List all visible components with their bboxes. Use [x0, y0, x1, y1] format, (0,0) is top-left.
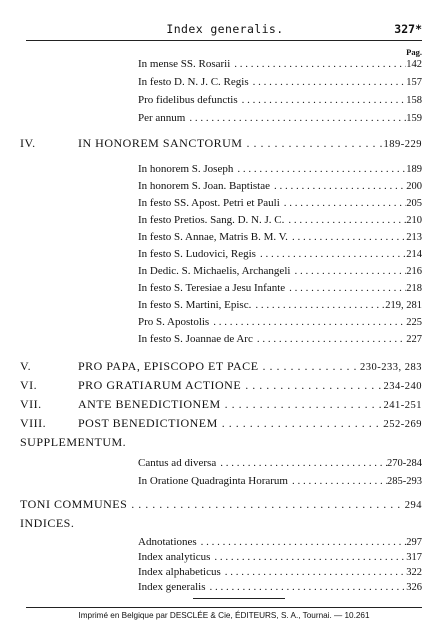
section-heading: [20, 136, 422, 152]
entry-page: 218: [406, 283, 422, 294]
entry-label: In festo S. Joannae de Arc: [138, 333, 253, 345]
entry-label: Pro S. Apostolis: [138, 316, 210, 328]
index-entry: [138, 298, 422, 313]
entry-label: In festo S. Annae, Matris B. M. V.: [138, 231, 288, 243]
leader-dots: [233, 162, 406, 176]
entry-page: 285-293: [387, 476, 422, 487]
entry-page: 227: [406, 334, 422, 345]
footer-rule: [26, 607, 422, 608]
entry-page: 205: [406, 198, 422, 209]
section-numeral: IV.: [20, 136, 36, 150]
index-entry: [138, 315, 422, 330]
entry-page: 326: [406, 582, 422, 593]
entry-label: In festo D. N. J. C. Regis: [138, 76, 249, 88]
supplementum-title: SUPPLEMENTUM.: [20, 435, 127, 449]
leader-dots: [221, 397, 384, 411]
pag-label: Pag.: [406, 47, 422, 57]
index-entry: [138, 247, 422, 262]
entry-page: 219, 281: [385, 300, 422, 311]
leader-dots: [210, 550, 406, 564]
entry-page: 157: [406, 77, 422, 88]
entry-label: Adnotationes: [138, 536, 197, 548]
entry-page: 216: [406, 266, 422, 277]
entry-label: Index generalis: [138, 581, 206, 593]
entry-page: 189: [406, 164, 422, 175]
index-entry: [138, 281, 422, 296]
leader-dots: [241, 378, 383, 392]
index-entry: [138, 332, 422, 347]
header-page-number: 327*: [394, 22, 422, 36]
entry-label: Index alphabeticus: [138, 566, 221, 578]
entry-page: 158: [406, 95, 422, 106]
index-entry: [138, 565, 422, 580]
index-entry: [138, 196, 422, 211]
entry-label: In Dedic. S. Michaelis, Archangeli: [138, 265, 291, 277]
section-heading: [20, 378, 422, 394]
section-pages: 252-269: [383, 419, 422, 430]
index-entry: [138, 550, 422, 565]
header-title: Index generalis.: [166, 22, 284, 36]
entry-page: 317: [406, 552, 422, 563]
indices-heading: [20, 516, 422, 530]
section-pages: 230-233, 283: [360, 362, 422, 373]
leader-dots: [284, 213, 406, 227]
entry-label: In festo S. Martini, Episc.: [138, 299, 252, 311]
entry-page: 270-284: [387, 458, 422, 469]
leader-dots: [288, 474, 387, 488]
section-pages: 241-251: [383, 400, 422, 411]
entry-label: In honorem S. Joseph: [138, 163, 234, 175]
index-entry: [138, 230, 422, 245]
leader-dots: [242, 136, 383, 150]
leader-dots: [206, 580, 407, 594]
entry-page: 210: [406, 215, 422, 226]
entry-label: In festo S. Ludovici, Regis: [138, 248, 256, 260]
index-entry: [138, 535, 422, 550]
index-entry: [138, 75, 422, 90]
index-entry: [138, 93, 422, 108]
entry-page: 213: [406, 232, 422, 243]
leader-dots: [238, 93, 407, 107]
section-numeral: V.: [20, 359, 32, 373]
entry-page: 225: [406, 317, 422, 328]
section-title: PRO PAPA, EPISCOPO ET PACE: [78, 359, 259, 373]
entry-label: Pro fidelibus defunctis: [138, 94, 238, 106]
leader-dots: [185, 111, 406, 125]
index-entry: [138, 111, 422, 126]
entry-label: Index analyticus: [138, 551, 211, 563]
printer-footer: Imprimé en Belgique par DESCLÉE & Cie, ÉDITEURS, S. A., Tournai. — 10.261: [78, 611, 370, 620]
header-rule: [26, 40, 422, 41]
entry-label: Per annum: [138, 112, 186, 124]
index-entry: [138, 580, 422, 595]
toni-communes-entry: [20, 497, 422, 513]
end-rule: [193, 598, 285, 599]
leader-dots: [288, 230, 406, 244]
section-pages: 234-240: [383, 381, 422, 392]
section-heading: [20, 416, 422, 432]
leader-dots: [285, 281, 406, 295]
leader-dots: [280, 196, 406, 210]
section-numeral: VII.: [20, 397, 42, 411]
leader-dots: [253, 332, 406, 346]
indices-title: INDICES.: [20, 516, 75, 530]
section-title: POST BENEDICTIONEM: [78, 416, 218, 430]
leader-dots: [270, 179, 406, 193]
section-numeral: VI.: [20, 378, 38, 392]
section-title: PRO GRATIARUM ACTIONE: [78, 378, 242, 392]
section-heading: [20, 397, 422, 413]
leader-dots: [256, 247, 406, 261]
leader-dots: [209, 315, 406, 329]
entry-label: In festo SS. Apost. Petri et Pauli: [138, 197, 280, 209]
section-numeral: VIII.: [20, 416, 47, 430]
section-heading: [20, 359, 422, 375]
leader-dots: [216, 456, 387, 470]
entry-page: 214: [406, 249, 422, 260]
section-pages: 189-229: [383, 139, 422, 150]
index-entry: [138, 162, 422, 177]
index-entry: [138, 456, 422, 471]
leader-dots: [290, 264, 406, 278]
index-entry: [138, 213, 422, 228]
entry-page: 142: [406, 59, 422, 70]
index-entry: [138, 57, 422, 72]
supplementum-heading: [20, 435, 422, 449]
entry-label: In festo S. Teresiae a Jesu Infante: [138, 282, 286, 294]
leader-dots: [249, 75, 407, 89]
running-header: [28, 22, 422, 40]
entry-label: In festo Pretios. Sang. D. N. J. C.: [138, 214, 285, 226]
leader-dots: [127, 497, 404, 511]
leader-dots: [251, 298, 385, 312]
leader-dots: [221, 565, 406, 579]
leader-dots: [197, 535, 407, 549]
entry-label: In honorem S. Joan. Baptistae: [138, 180, 270, 192]
entry-page: 159: [406, 113, 422, 124]
index-entry: [138, 474, 422, 489]
toni-page: 294: [404, 500, 422, 511]
entry-label: In mense SS. Rosarii: [138, 58, 231, 70]
toni-title: TONI COMMUNES: [20, 497, 128, 511]
index-entry: [138, 264, 422, 279]
entry-label: Cantus ad diversa: [138, 457, 217, 469]
leader-dots: [230, 57, 406, 71]
section-title: ANTE BENEDICTIONEM: [78, 397, 221, 411]
section-title: IN HONOREM SANCTORUM: [78, 136, 243, 150]
index-entry: [138, 179, 422, 194]
leader-dots: [259, 359, 360, 373]
entry-page: 322: [406, 567, 422, 578]
entry-page: 297: [406, 537, 422, 548]
entry-label: In Oratione Quadraginta Horarum: [138, 475, 288, 487]
entry-page: 200: [406, 181, 422, 192]
leader-dots: [218, 416, 384, 430]
